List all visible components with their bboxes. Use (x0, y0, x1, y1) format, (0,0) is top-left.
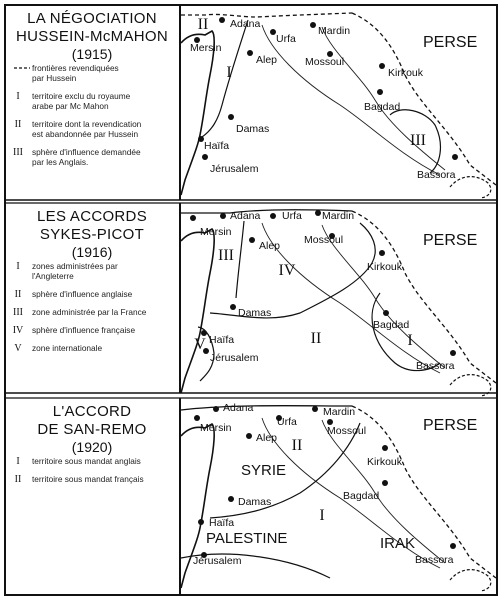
zone-numeral: I (226, 64, 232, 81)
city-dot-jerusalem (202, 154, 208, 160)
city-label-damas: Damas (238, 496, 272, 508)
region-label-palestine: PALESTINE (206, 530, 288, 547)
legend-text: zone administrée par la France (32, 307, 147, 317)
city-label-adana: Adana (223, 402, 254, 414)
city-label-jerusalem: Jérusalem (210, 352, 259, 364)
city-label-kirkouk: Kirkouk (367, 261, 403, 273)
legend-item (16, 456, 141, 467)
city-label-damas: Damas (236, 123, 270, 135)
panel-1 (13, 5, 496, 200)
gulf-coast (450, 570, 491, 591)
city-dot-damas (228, 496, 234, 502)
legend-item (15, 474, 144, 485)
panel-year: (1916) (71, 244, 113, 260)
legend-text: est abandonnée par Hussein (32, 129, 139, 139)
zone-numeral: I (319, 507, 325, 524)
legend-text: l'Angleterre (32, 271, 74, 281)
city-dot-damas (228, 114, 234, 120)
euphrates-river (262, 25, 440, 175)
legend-symbol: I (16, 261, 20, 272)
city-label-haifa: Haïfa (209, 334, 235, 346)
panel-title-line-2: HUSSEIN-McMAHON (15, 28, 169, 45)
legend-text: territoire sous mandat français (32, 474, 144, 484)
city-dot-mersin (190, 215, 196, 221)
zone-boundary-i (372, 293, 440, 371)
legend-item (13, 147, 141, 167)
legend-text: zone internationale (32, 343, 103, 353)
city-dot-adana (213, 406, 219, 412)
legend-symbol: V (14, 343, 22, 354)
city-dot-alep (246, 433, 252, 439)
city-label-bagdad: Bagdad (364, 101, 401, 113)
euphrates-river (262, 223, 440, 373)
legend-item (15, 289, 133, 300)
city-dot-adana (220, 213, 226, 219)
city-dot-mardin (312, 406, 318, 412)
city-label-kirkouk: Kirkouk (388, 67, 424, 79)
legend-item (14, 63, 119, 83)
legend-symbol: IV (12, 325, 24, 336)
city-label-jerusalem: Jérusalem (210, 163, 259, 175)
panel-title-line-2: DE SAN-REMO (37, 421, 147, 438)
zone-numeral: I (407, 332, 413, 349)
city-label-mossoul: Mossoul (304, 234, 344, 246)
city-label-urfa: Urfa (276, 33, 296, 45)
legend-text: sphère d'influence française (32, 325, 136, 335)
city-label-bassora: Bassora (415, 554, 454, 566)
city-dot-haifa (198, 519, 204, 525)
city-dot-kirkouk (379, 63, 385, 69)
city-label-alep: Alep (256, 54, 278, 66)
city-label-haifa: Haïfa (204, 140, 230, 152)
city-dot-bagdad (382, 480, 388, 486)
legend-text: territoire dont la revendication (32, 119, 142, 129)
coastline (181, 229, 214, 393)
city-dot-adana (219, 17, 225, 23)
panel-3 (15, 398, 496, 595)
legend-text: arabe par Mc Mahon (32, 101, 109, 111)
zone-numeral: V (194, 336, 206, 353)
city-label-damas: Damas (238, 307, 272, 319)
panel-title-line-1: LA NÉGOCIATION (27, 10, 157, 27)
legend-text: par les Anglais. (32, 157, 89, 167)
legend-item (13, 325, 136, 336)
region-label-syrie: SYRIE (241, 462, 287, 479)
region-label-perse: PERSE (423, 232, 478, 249)
legend-symbol: I (16, 91, 20, 102)
city-label-alep: Alep (259, 240, 281, 252)
gulf-coast (450, 177, 491, 198)
city-dot-mersin (194, 415, 200, 421)
panel-title-line-1: L'ACCORD (52, 403, 132, 420)
legend-text: sphère d'influence anglaise (32, 289, 133, 299)
city-label-mersin: Mersin (200, 226, 232, 238)
legend-item (15, 119, 142, 139)
city-dot-alep (249, 237, 255, 243)
city-label-haifa: Haïfa (209, 517, 235, 529)
city-dot-bassora (450, 350, 456, 356)
city-dot-kirkouk (379, 250, 385, 256)
city-dot-bassora (452, 154, 458, 160)
city-label-bassora: Bassora (416, 360, 455, 372)
legend-text: territoire sous mandat anglais (32, 456, 141, 466)
panel-title-line-1: LES ACCORDS (37, 208, 147, 225)
city-label-mossoul: Mossoul (305, 56, 345, 68)
city-label-mardin: Mardin (323, 406, 356, 418)
city-dot-urfa (270, 213, 276, 219)
city-dot-alep (247, 50, 253, 56)
city-label-mardin: Mardin (322, 210, 355, 222)
zone-numeral: II (291, 437, 303, 454)
zone-numeral: III (410, 132, 426, 149)
zone-numeral: II (197, 16, 209, 33)
legend-symbol: II (14, 474, 22, 485)
legend-item (13, 307, 147, 318)
legend-symbol: II (14, 119, 22, 130)
city-label-mossoul: Mossoul (327, 425, 367, 437)
city-label-bagdad: Bagdad (373, 319, 410, 331)
legend-symbol: III (13, 307, 23, 318)
city-label-bassora: Bassora (417, 169, 456, 181)
region-label-perse: PERSE (423, 417, 478, 434)
city-dot-damas (230, 304, 236, 310)
legend-text: par Hussein (32, 73, 77, 83)
legend-symbol: II (14, 289, 22, 300)
legend-symbol: III (13, 147, 23, 158)
city-dot-mardin (315, 210, 321, 216)
panel-year: (1920) (71, 439, 113, 455)
city-label-mersin: Mersin (200, 422, 232, 434)
city-label-adana: Adana (230, 210, 261, 222)
legend-text: zones administrées par (32, 261, 118, 271)
legend-item (16, 261, 118, 281)
legend-item (16, 91, 130, 111)
city-label-urfa: Urfa (282, 210, 302, 222)
city-dot-kirkouk (382, 445, 388, 451)
zone-numeral: III (218, 247, 234, 264)
city-label-jerusalem: Jérusalem (193, 555, 242, 567)
zone-numeral: II (310, 330, 322, 347)
legend-text: territoire exclu du royaume (32, 91, 131, 101)
legend-text: sphère d'influence demandée (32, 147, 141, 157)
legend-symbol: I (16, 456, 20, 467)
city-label-mardin: Mardin (318, 25, 351, 37)
zone-boundary-iii (236, 221, 244, 298)
region-label-perse: PERSE (423, 34, 478, 51)
panel-year: (1915) (71, 46, 113, 62)
zone-numeral: IV (278, 262, 296, 279)
city-label-kirkouk: Kirkouk (367, 456, 403, 468)
city-label-bagdad: Bagdad (343, 490, 380, 502)
panel-2 (13, 203, 496, 396)
city-dot-bassora (450, 543, 456, 549)
legend-text: frontières revendiquées (32, 63, 119, 73)
panel-title-line-2: SYKES-PICOT (39, 226, 145, 243)
city-label-adana: Adana (230, 18, 261, 30)
city-label-alep: Alep (256, 432, 278, 444)
city-dot-bagdad (383, 310, 389, 316)
city-label-mersin: Mersin (190, 42, 222, 54)
legend-item (14, 343, 102, 354)
region-label-irak: IRAK (380, 535, 416, 552)
city-label-urfa: Urfa (277, 416, 297, 428)
city-dot-bagdad (377, 89, 383, 95)
city-dot-mardin (310, 22, 316, 28)
